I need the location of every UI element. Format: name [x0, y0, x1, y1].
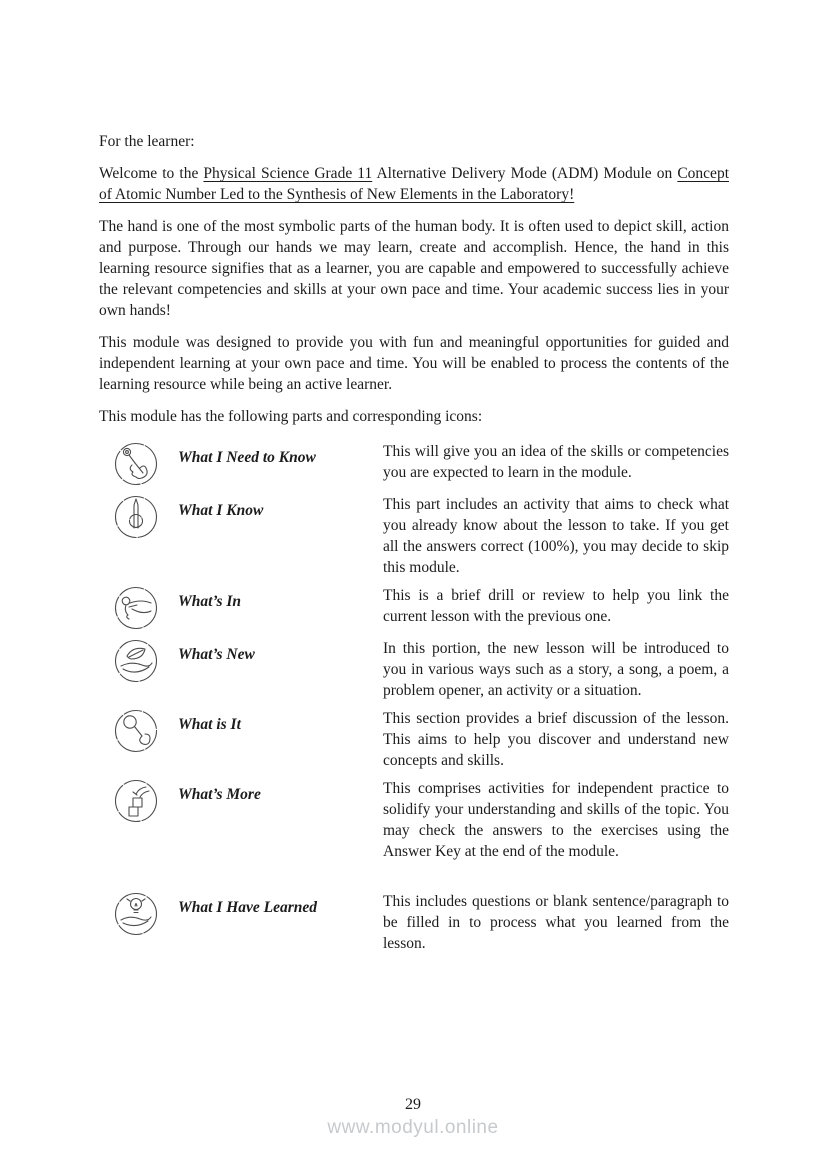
module-parts-table	[99, 441, 729, 954]
parts-intro-paragraph: This module has the following parts and corresponding icons:	[99, 408, 483, 425]
hand-pointing-icon	[113, 585, 159, 631]
module-design-paragraph: This module was designed to provide you with fun and meaningful opportunities for guided and independent learning at your own pace and time. You will be enabled to process the contents of the learning resource while being an active learner.	[99, 334, 729, 393]
welcome-paragraph: Welcome to the Physical Science Grade 11 Alternative Delivery Mode (ADM) Module on Concept of Atomic Number Led to the Synthesis of New Elements in the Laboratory!	[99, 165, 729, 203]
part-description: This includes questions or blank sentence/paragraph to be filled in to process what you learned from the lesson.	[383, 893, 729, 952]
part-label: What I Need to Know	[178, 449, 316, 466]
for-learner-heading: For the learner:	[99, 133, 195, 150]
hand-with-magnifier-icon	[113, 708, 159, 754]
table-row	[99, 891, 729, 954]
part-label: What’s More	[178, 786, 261, 803]
page-number: 29	[405, 1096, 421, 1113]
part-label: What I Have Learned	[178, 899, 318, 916]
hand-with-pencil-icon	[113, 494, 159, 540]
page-content	[99, 131, 729, 961]
table-row	[99, 585, 729, 631]
table-row	[99, 638, 729, 701]
part-label: What I Know	[178, 502, 264, 519]
hand-stacking-blocks-icon	[113, 778, 159, 824]
part-description: This comprises activities for independent practice to solidify your understanding and skills of the topic. You may check the answers to the exercises using the Answer Key at the end of the module.	[383, 780, 729, 860]
table-row	[99, 494, 729, 578]
hand-with-leaf-icon	[113, 638, 159, 684]
part-label: What’s New	[178, 646, 255, 663]
part-description: In this portion, the new lesson will be introduced to you in various ways such as a story, a song, a poem, a problem opener, an activity or a situation.	[383, 640, 729, 699]
watermark: www.modyul.online	[327, 1117, 499, 1138]
table-row	[99, 778, 729, 862]
page-footer	[0, 1096, 826, 1139]
part-label: What’s In	[178, 593, 242, 610]
table-row	[99, 441, 729, 487]
table-row	[99, 708, 729, 771]
hand-holding-flower-icon	[113, 441, 159, 487]
part-description: This part includes an activity that aims to check what you already know about the lesson to take. If you get all the answers correct (100%), you may decide to skip this module.	[383, 496, 729, 576]
part-description: This is a brief drill or review to help you link the current lesson with the previous one.	[383, 587, 729, 625]
hand-with-lightbulb-icon	[113, 891, 159, 937]
part-description: This will give you an idea of the skills or competencies you are expected to learn in the module.	[383, 443, 729, 481]
part-label: What is It	[178, 716, 241, 733]
hand-symbolism-paragraph: The hand is one of the most symbolic parts of the human body. It is often used to depict skill, action and purpose. Through our hands we may learn, create and accomplish. Hence, the hand in this learning resource signifies that as a learner, you are capable and empowered to successfully achieve the relevant competencies and skills at your own pace and time. Your academic success lies in your own hands!	[99, 218, 729, 319]
part-description: This section provides a brief discussion of the lesson. This aims to help you discover and understand new concepts and skills.	[383, 710, 729, 769]
